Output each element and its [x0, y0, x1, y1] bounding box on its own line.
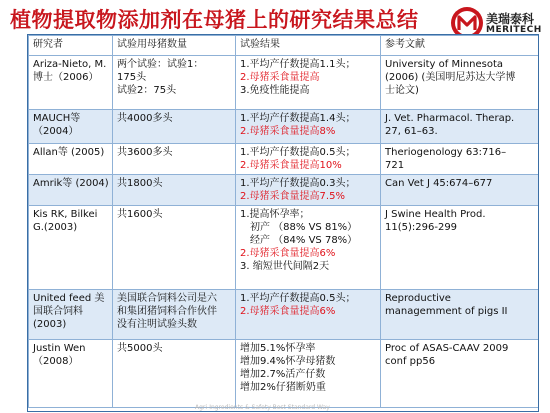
result-line: 2.母猪采食量提高6%: [240, 248, 336, 259]
cell-sow-count-line: 和集团猪饲料合作伙伴: [117, 306, 217, 317]
result-line: 经产 （84% VS 78%）: [250, 235, 358, 246]
header-reference: 参考文献: [381, 36, 539, 56]
table-row: [29, 144, 539, 175]
cell-reference-line: University of Minnesota: [385, 59, 504, 70]
cell-reference-line: 士论文): [385, 85, 419, 96]
cell-sow-count: [113, 175, 236, 206]
cell-reference: [381, 110, 539, 144]
cell-researcher-line: MAUCH等: [33, 113, 81, 124]
cell-reference-line: Theriogenology 63:716–: [385, 147, 507, 158]
result-line: 1.平均产仔数提高0.5头；: [240, 293, 356, 304]
result-line: 3. 缩短世代间隔2天: [240, 261, 330, 272]
cell-researcher: [29, 290, 113, 340]
research-summary-table: [27, 34, 539, 412]
table-row: [29, 206, 539, 290]
table-row: [29, 290, 539, 340]
cell-reference-line: Proc of ASAS-CAAV 2009: [385, 343, 509, 354]
cell-researcher-line: Kis RK, Bilkei: [33, 209, 98, 220]
cell-reference: [381, 340, 539, 408]
cell-researcher-line: Amrik等 (2004): [33, 178, 109, 189]
cell-sow-count-line: 共3600多头: [117, 147, 173, 158]
table-header-row: [29, 36, 539, 56]
cell-sow-count-line: 共5000头: [117, 343, 163, 354]
cell-results: [236, 206, 381, 290]
cell-results: [236, 56, 381, 110]
table-row: [29, 340, 539, 408]
cell-reference: [381, 206, 539, 290]
result-line: 2.母猪采食量提高6%: [240, 306, 336, 317]
cell-results: [236, 290, 381, 340]
cell-researcher-line: Allan等 (2005): [33, 147, 105, 158]
table-row: [29, 110, 539, 144]
cell-sow-count-line: 美国联合饲料公司是六: [117, 293, 217, 304]
result-line: 初产 （88% VS 81%）: [250, 222, 358, 233]
cell-researcher-line: （2008）: [33, 356, 79, 367]
cell-sow-count: [113, 56, 236, 110]
cell-sow-count-line: 没有注明试验头数: [117, 319, 197, 330]
cell-sow-count-line: 共1600头: [117, 209, 163, 220]
cell-researcher-line: United feed 美: [33, 293, 105, 304]
result-line: 1.平均产仔数提高1.4头；: [240, 113, 356, 124]
cell-sow-count: [113, 290, 236, 340]
result-line: 2.母猪采食量提高8%: [240, 126, 336, 137]
cell-reference-line: 721: [385, 160, 405, 171]
cell-researcher-line: 国联合饲料: [33, 306, 83, 317]
cell-results: [236, 144, 381, 175]
cell-reference: [381, 290, 539, 340]
header-researcher: 研究者: [29, 36, 113, 56]
cell-researcher-line: Ariza-Nieto, M.: [33, 59, 107, 70]
cell-reference-line: (2006) (美国明尼苏达大学博: [385, 72, 516, 83]
cell-reference: [381, 144, 539, 175]
slide-title: 植物提取物添加剂在母猪上的研究结果总结: [10, 8, 419, 32]
cell-reference-line: Can Vet J 45:674–677: [385, 178, 493, 189]
cell-sow-count-line: 两个试验：试验1：: [117, 59, 204, 70]
cell-researcher: [29, 56, 113, 110]
table-body: [29, 56, 539, 408]
cell-researcher: [29, 206, 113, 290]
logo-chinese-name: 美瑞泰科: [486, 12, 535, 26]
cell-sow-count: [113, 110, 236, 144]
cell-results: [236, 340, 381, 408]
table-row: [29, 175, 539, 206]
cell-reference-line: Reproductive: [385, 293, 451, 304]
cell-reference: [381, 56, 539, 110]
result-line: 1.平均产仔数提高1.1头；: [240, 59, 356, 70]
cell-sow-count: [113, 206, 236, 290]
cell-reference-line: 11(5):296-299: [385, 222, 458, 233]
result-line: 1.平均产仔数提高0.5头；: [240, 147, 356, 158]
cell-researcher-line: G.(2003): [33, 222, 78, 233]
result-line: 1.平均产仔数提高0.3头；: [240, 178, 356, 189]
cell-sow-count-line: 试验2：75头: [117, 85, 177, 96]
cell-results: [236, 110, 381, 144]
cell-researcher: [29, 144, 113, 175]
cell-researcher-line: Justin Wen: [33, 343, 86, 354]
cell-sow-count: [113, 144, 236, 175]
cell-results: [236, 175, 381, 206]
cell-reference-line: 27, 61–63.: [385, 126, 438, 137]
cell-sow-count-line: 175头: [117, 72, 147, 83]
result-line: 增加2%仔猪断奶重: [240, 382, 326, 393]
cell-researcher-line: (2003): [33, 319, 67, 330]
result-line: 增加5.1%怀孕率: [240, 343, 316, 354]
cell-researcher: [29, 175, 113, 206]
result-line: 2.母猪采食量提高: [240, 72, 320, 83]
cell-reference-line: J Swine Health Prod.: [385, 209, 486, 220]
cell-reference: [381, 175, 539, 206]
header-results: 试验结果: [236, 36, 381, 56]
result-line: 增加2.7%活产仔数: [240, 369, 326, 380]
logo-english-name: MERITECH: [486, 25, 542, 35]
result-line: 2.母猪采食量提高7.5%: [240, 191, 345, 202]
cell-sow-count: [113, 340, 236, 408]
footer-text: Agri-Ingredients & Safety-Best Standard Way: [195, 404, 330, 411]
result-line: 1.提高怀孕率；: [240, 209, 310, 220]
cell-reference-line: J. Vet. Pharmacol. Therap.: [385, 113, 515, 124]
cell-sow-count-line: 共1800头: [117, 178, 163, 189]
cell-researcher: [29, 340, 113, 408]
cell-researcher: [29, 110, 113, 144]
cell-researcher-line: （2004）: [33, 126, 79, 137]
header-sow-count: 试验用母猪数量: [113, 36, 236, 56]
cell-reference-line: managemment of pigs II: [385, 306, 508, 317]
result-line: 3.免疫性能提高: [240, 85, 310, 96]
result-line: 2.母猪采食量提高10%: [240, 160, 342, 171]
result-line: 增加9.4%怀孕母猪数: [240, 356, 336, 367]
cell-sow-count-line: 共4000多头: [117, 113, 173, 124]
table-row: [29, 56, 539, 110]
cell-reference-line: conf pp56: [385, 356, 436, 367]
cell-researcher-line: 博士（2006）: [33, 72, 99, 83]
